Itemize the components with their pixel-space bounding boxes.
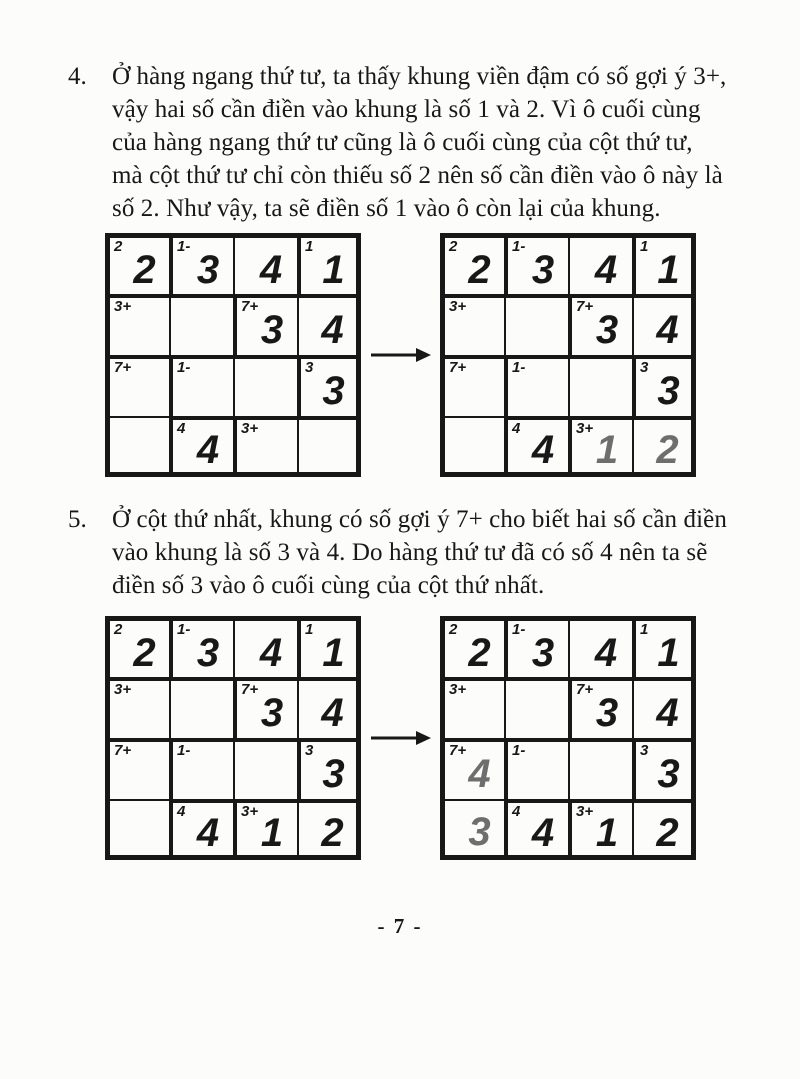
- cage-hint: 3+: [449, 298, 467, 315]
- puzzle-cell: [169, 233, 233, 294]
- cage-hint: 7+: [576, 681, 594, 698]
- puzzle-cell: [233, 616, 297, 677]
- puzzle-cell: [169, 416, 233, 477]
- puzzle-cell: [568, 416, 632, 477]
- cage-hint: 2: [114, 238, 123, 255]
- cage-hint: 3+: [114, 298, 132, 315]
- cell-value: 4: [594, 247, 618, 292]
- cell-value: 3: [322, 369, 345, 413]
- puzzle-cell: [568, 799, 632, 860]
- puzzle-cell: [297, 616, 361, 677]
- cell-value: 1: [322, 247, 345, 292]
- step-5-number: 5.: [68, 506, 87, 533]
- puzzle-cell: [504, 677, 568, 738]
- cage-hint: 7+: [241, 298, 259, 315]
- puzzle-cell: [632, 294, 696, 355]
- cell-value: 3: [595, 691, 619, 735]
- grids-row-step-5: [105, 616, 800, 860]
- puzzle-cell: [504, 799, 568, 860]
- puzzle-cell: [233, 738, 297, 799]
- puzzle-cell: [504, 233, 568, 294]
- puzzle-cell: [440, 616, 504, 677]
- puzzle-grid-step4-after: [440, 233, 696, 477]
- right-arrow-icon: [370, 347, 432, 363]
- puzzle-cell: [233, 233, 297, 294]
- puzzle-cell: [233, 677, 297, 738]
- cell-value: 2: [656, 810, 679, 855]
- puzzle-cell: [504, 416, 568, 477]
- grids-row-step-4: [105, 233, 800, 477]
- cell-value: 2: [468, 630, 491, 675]
- cell-value: 2: [468, 247, 491, 292]
- puzzle-cell: [504, 738, 568, 799]
- cage-hint: 3+: [576, 420, 594, 437]
- cell-value-pencil: 2: [656, 427, 679, 472]
- cage-hint: 1: [640, 238, 649, 255]
- cell-value: 4: [531, 427, 555, 472]
- puzzle-cell: [105, 233, 169, 294]
- puzzle-cell: [440, 233, 504, 294]
- puzzle-cell: [632, 677, 696, 738]
- cell-value: 3: [531, 630, 555, 675]
- cage-hint: 3: [305, 359, 314, 376]
- puzzle-cell: [105, 677, 169, 738]
- puzzle-cell: [440, 738, 504, 799]
- cage-hint: 3+: [241, 803, 259, 820]
- cell-value-pencil: 3: [468, 809, 491, 854]
- cell-value: 4: [594, 630, 618, 675]
- step-4-text: Ở hàng ngang thứ tư, ta thấy khung viền đậm có số gợi ý 3+, vậy hai số cần điền vào khung là số 1 và 2. Vì ô cuối cùng của hàng ngang thứ tư cũng là ô cuối cùng của cột thứ tư, mà cột thứ tư chỉ còn thiếu số 2 nên số cần điền vào ô này là số 2. Như vậy, ta sẽ điền số 1 vào ô còn lại của khung.: [112, 63, 727, 222]
- cell-value: 1: [260, 810, 284, 855]
- cage-hint: 3: [640, 742, 649, 759]
- cage-hint: 3: [640, 359, 649, 376]
- puzzle-cell: [568, 738, 632, 799]
- page-number: - 7 -: [377, 914, 423, 938]
- cell-value: 3: [322, 752, 345, 796]
- puzzle-cell: [105, 738, 169, 799]
- puzzle-cell: [568, 294, 632, 355]
- cage-hint: 1: [305, 238, 314, 255]
- cell-value: 3: [657, 752, 680, 796]
- cell-value: 4: [656, 691, 679, 735]
- puzzle-cell: [440, 677, 504, 738]
- cell-value: 3: [260, 308, 284, 352]
- puzzle-cell: [568, 233, 632, 294]
- cell-value: 4: [656, 308, 679, 352]
- cell-value: 2: [133, 247, 156, 292]
- cell-value: 4: [196, 810, 220, 855]
- cell-value: 3: [196, 247, 220, 292]
- cage-hint: 3+: [576, 803, 594, 820]
- cage-hint: 2: [449, 238, 458, 255]
- cell-value: 4: [321, 308, 344, 352]
- step-item-5: [0, 503, 800, 602]
- cage-hint: 4: [177, 420, 186, 437]
- puzzle-cell: [105, 416, 169, 477]
- puzzle-cell: [297, 738, 361, 799]
- puzzle-cell: [440, 416, 504, 477]
- cage-hint: 1-: [512, 621, 526, 638]
- cage-hint: 1: [305, 621, 314, 638]
- cage-hint: 4: [512, 803, 521, 820]
- cage-hint: 2: [114, 621, 123, 638]
- cage-hint: 4: [177, 803, 186, 820]
- cage-hint: 3+: [241, 420, 259, 437]
- puzzle-grid-step5-after: [440, 616, 696, 860]
- puzzle-cell: [233, 416, 297, 477]
- puzzle-cell: [297, 355, 361, 416]
- cell-value: 3: [657, 369, 680, 413]
- puzzle-cell: [297, 416, 361, 477]
- puzzle-cell: [233, 355, 297, 416]
- puzzle-cell: [169, 738, 233, 799]
- puzzle-grid-step4-before: [105, 233, 361, 477]
- puzzle-cell: [297, 294, 361, 355]
- puzzle-cell: [440, 799, 504, 860]
- arrow-box: [361, 730, 440, 746]
- cell-value: 3: [260, 691, 284, 735]
- puzzle-cell: [169, 616, 233, 677]
- puzzle-cell: [233, 799, 297, 860]
- puzzle-cell: [632, 738, 696, 799]
- puzzle-cell: [632, 233, 696, 294]
- puzzle-cell: [568, 677, 632, 738]
- puzzle-cell: [568, 616, 632, 677]
- puzzle-cell: [169, 294, 233, 355]
- puzzle-cell: [297, 799, 361, 860]
- cage-hint: 7+: [576, 298, 594, 315]
- cell-value-pencil: 4: [468, 752, 491, 796]
- right-arrow-icon: [370, 730, 432, 746]
- cell-value: 3: [595, 308, 619, 352]
- arrow-box: [361, 347, 440, 363]
- cell-value: 3: [531, 247, 555, 292]
- cage-hint: 1-: [512, 359, 526, 376]
- cage-hint: 2: [449, 621, 458, 638]
- puzzle-cell: [169, 677, 233, 738]
- cage-hint: 1-: [177, 238, 191, 255]
- cage-hint: 1: [640, 621, 649, 638]
- puzzle-cell: [105, 355, 169, 416]
- step-item-4: [0, 0, 800, 225]
- cell-value: 2: [133, 630, 156, 675]
- cage-hint: 1-: [512, 742, 526, 759]
- cage-hint: 7+: [241, 681, 259, 698]
- puzzle-cell: [568, 355, 632, 416]
- puzzle-cell: [504, 355, 568, 416]
- step-4-number: 4.: [68, 63, 87, 90]
- puzzle-cell: [440, 294, 504, 355]
- cage-hint: 7+: [449, 742, 467, 759]
- puzzle-cell: [504, 294, 568, 355]
- cage-hint: 1-: [512, 238, 526, 255]
- cell-value: 1: [657, 630, 680, 675]
- cell-value: 1: [322, 630, 345, 675]
- puzzle-cell: [169, 799, 233, 860]
- puzzle-cell: [632, 355, 696, 416]
- puzzle-cell: [632, 616, 696, 677]
- puzzle-cell: [233, 294, 297, 355]
- cage-hint: 1-: [177, 742, 191, 759]
- puzzle-cell: [169, 355, 233, 416]
- puzzle-cell: [440, 355, 504, 416]
- cage-hint: 1-: [177, 621, 191, 638]
- puzzle-cell: [504, 616, 568, 677]
- cell-value-pencil: 1: [595, 427, 619, 472]
- cell-value: 4: [321, 691, 344, 735]
- cage-hint: 7+: [114, 359, 132, 376]
- puzzle-cell: [105, 294, 169, 355]
- cell-value: 1: [657, 247, 680, 292]
- cell-value: 2: [321, 810, 344, 855]
- cage-hint: 7+: [449, 359, 467, 376]
- puzzle-cell: [632, 799, 696, 860]
- cage-hint: 7+: [114, 742, 132, 759]
- cage-hint: 4: [512, 420, 521, 437]
- cell-value: 4: [259, 247, 283, 292]
- cell-value: 4: [196, 427, 220, 472]
- cell-value: 4: [531, 810, 555, 855]
- step-5-text: Ở cột thứ nhất, khung có số gợi ý 7+ cho biết hai số cần điền vào khung là số 3 và 4. Do hàng thứ tư đã có số 4 nên ta sẽ điền số 3 vào ô cuối cùng của cột thứ nhất.: [112, 506, 727, 599]
- cage-hint: 3: [305, 742, 314, 759]
- puzzle-cell: [105, 799, 169, 860]
- puzzle-cell: [632, 416, 696, 477]
- puzzle-cell: [105, 616, 169, 677]
- cage-hint: 3+: [114, 681, 132, 698]
- cage-hint: 3+: [449, 681, 467, 698]
- cell-value: 3: [196, 630, 220, 675]
- cell-value: 1: [595, 810, 619, 855]
- cage-hint: 1-: [177, 359, 191, 376]
- cell-value: 4: [259, 630, 283, 675]
- puzzle-cell: [297, 677, 361, 738]
- puzzle-cell: [297, 233, 361, 294]
- puzzle-grid-step5-before: [105, 616, 361, 860]
